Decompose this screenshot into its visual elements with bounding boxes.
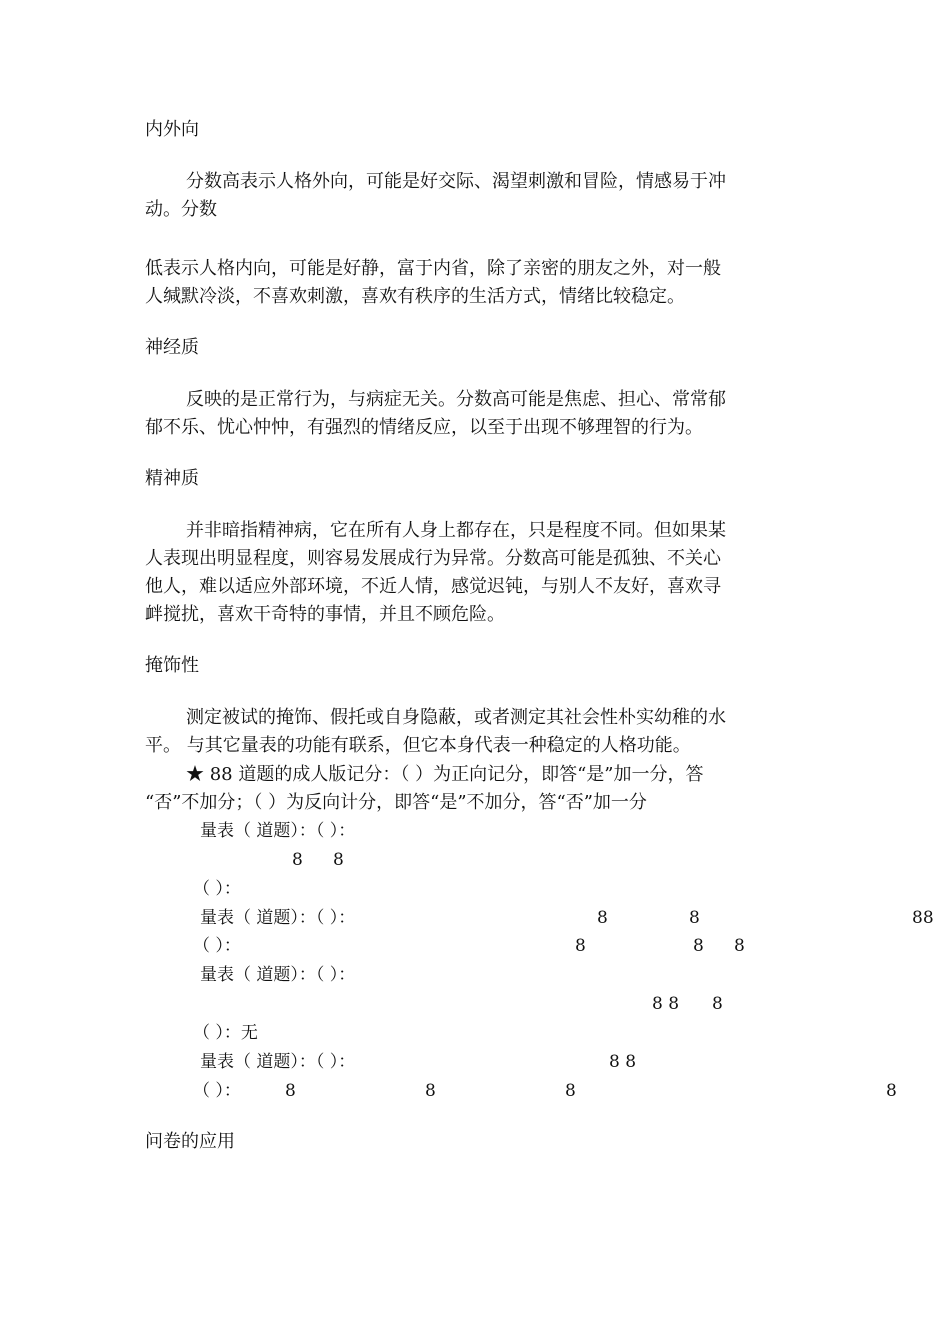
heading-psychoticism: 精神质 — [145, 468, 199, 489]
scale-l-label: 量表（ 道题）：（ ）： — [200, 1052, 356, 1072]
heading-application: 问卷的应用 — [145, 1131, 235, 1152]
extraversion-para1-line2: 动。分数 — [145, 199, 217, 220]
psychoticism-line4: 衅搅扰，喜欢干奇特的事情，并且不顾危险。 — [145, 604, 505, 625]
scale-e-reverse-label: （ ）： — [193, 879, 241, 899]
scale-l-reverse-digit-1: 8 — [285, 1081, 296, 1101]
scale-p-label: 量表（ 道题）：（ ）： — [200, 965, 356, 985]
scale-e-label: 量表（ 道题）：（ ）： — [200, 821, 356, 841]
extraversion-para1-line1: 分数高表示人格外向，可能是好交际、渴望刺激和冒险，情感易于冲 — [186, 171, 726, 192]
psychoticism-line3: 他人，难以适应外部环境，不近人情，感觉迟钝，与别人不友好，喜欢寻 — [145, 576, 721, 597]
scale-n-reverse-digit-2: 8 — [693, 936, 704, 956]
lie-line2: 平。 与其它量表的功能有联系，但它本身代表一种稳定的人格功能。 — [145, 735, 691, 756]
heading-neuroticism: 神经质 — [145, 337, 199, 358]
scoring-star-line2: “否”不加分；（ ）为反向计分，即答“是”不加分，答“否”加一分 — [145, 792, 647, 813]
scale-l-reverse-digit-4: 8 — [886, 1081, 897, 1101]
scale-e-digit-1: 8 — [292, 850, 303, 870]
heading-lie: 掩饰性 — [145, 655, 199, 676]
scale-p-digit-pair: 8 8 — [652, 994, 680, 1014]
scoring-star-line1: ★ 88 道题的成人版记分：（ ）为正向记分，即答“是”加一分，答 — [186, 764, 704, 785]
scale-e-digit-2: 8 — [333, 850, 344, 870]
scale-n-reverse-digit-3: 8 — [734, 936, 745, 956]
scale-n-reverse-digit-1: 8 — [575, 936, 586, 956]
scale-l-digit-pair: 8 8 — [609, 1052, 637, 1072]
heading-extraversion: 内外向 — [145, 119, 199, 140]
psychoticism-line2: 人表现出明显程度，则容易发展成行为异常。分数高可能是孤独、不关心 — [145, 548, 721, 569]
scale-n-digit-2: 8 — [689, 908, 700, 928]
scale-l-reverse-digit-3: 8 — [565, 1081, 576, 1101]
scale-n-digit-3: 88 — [912, 908, 934, 928]
scale-p-digit-1: 8 — [712, 994, 723, 1014]
scale-l-reverse-label: （ ）： — [193, 1081, 241, 1101]
neuroticism-line1: 反映的是正常行为，与病症无关。分数高可能是焦虑、担心、常常郁 — [186, 389, 726, 410]
scale-n-label: 量表（ 道题）：（ ）： — [200, 908, 356, 928]
scale-n-reverse-label: （ ）： — [193, 936, 241, 956]
scale-n-digit-1: 8 — [597, 908, 608, 928]
scale-l-reverse-digit-2: 8 — [425, 1081, 436, 1101]
psychoticism-line1: 并非暗指精神病，它在所有人身上都存在，只是程度不同。但如果某 — [186, 520, 726, 541]
extraversion-para2-line1: 低表示人格内向，可能是好静，富于内省，除了亲密的朋友之外，对一般 — [145, 258, 721, 279]
extraversion-para2-line2: 人缄默冷淡，不喜欢刺激，喜欢有秩序的生活方式，情绪比较稳定。 — [145, 286, 685, 307]
scale-p-reverse-none: （ ）：无 — [193, 1023, 258, 1043]
lie-line1: 测定被试的掩饰、假托或自身隐蔽，或者测定其社会性朴实幼稚的水 — [186, 707, 726, 728]
neuroticism-line2: 郁不乐、忧心忡忡，有强烈的情绪反应，以至于出现不够理智的行为。 — [145, 417, 703, 438]
